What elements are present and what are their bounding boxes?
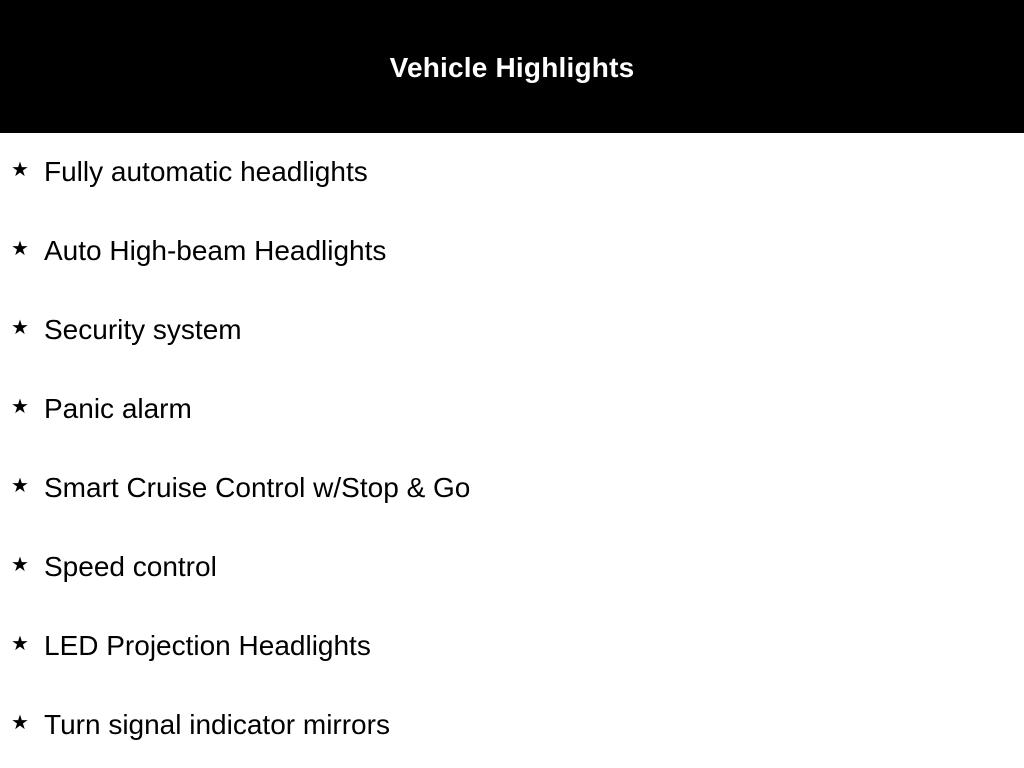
highlight-label: Panic alarm — [44, 393, 192, 424]
list-item — [0, 449, 1024, 528]
list-item — [0, 686, 1024, 765]
list-item — [0, 370, 1024, 449]
star-icon: ★ — [11, 710, 29, 734]
star-icon: ★ — [11, 552, 29, 576]
highlight-label: Fully automatic headlights — [44, 156, 368, 187]
highlight-label: Turn signal indicator mirrors — [44, 709, 390, 740]
star-icon: ★ — [11, 631, 29, 655]
highlight-label: LED Projection Headlights — [44, 630, 371, 661]
list-item — [0, 291, 1024, 370]
star-icon: ★ — [11, 236, 29, 260]
star-icon: ★ — [11, 473, 29, 497]
highlight-label: Smart Cruise Control w/Stop & Go — [44, 472, 471, 503]
star-icon: ★ — [11, 157, 29, 181]
list-item — [0, 212, 1024, 291]
star-icon: ★ — [11, 315, 29, 339]
list-item — [0, 133, 1024, 212]
page-header — [0, 0, 1024, 133]
highlight-label: Auto High-beam Headlights — [44, 235, 387, 266]
page-title: Vehicle Highlights — [389, 51, 635, 83]
highlights-list — [0, 133, 1024, 765]
star-icon: ★ — [11, 394, 29, 418]
highlight-label: Speed control — [44, 551, 217, 582]
highlight-label: Security system — [44, 314, 242, 345]
list-item — [0, 528, 1024, 607]
list-item — [0, 607, 1024, 686]
